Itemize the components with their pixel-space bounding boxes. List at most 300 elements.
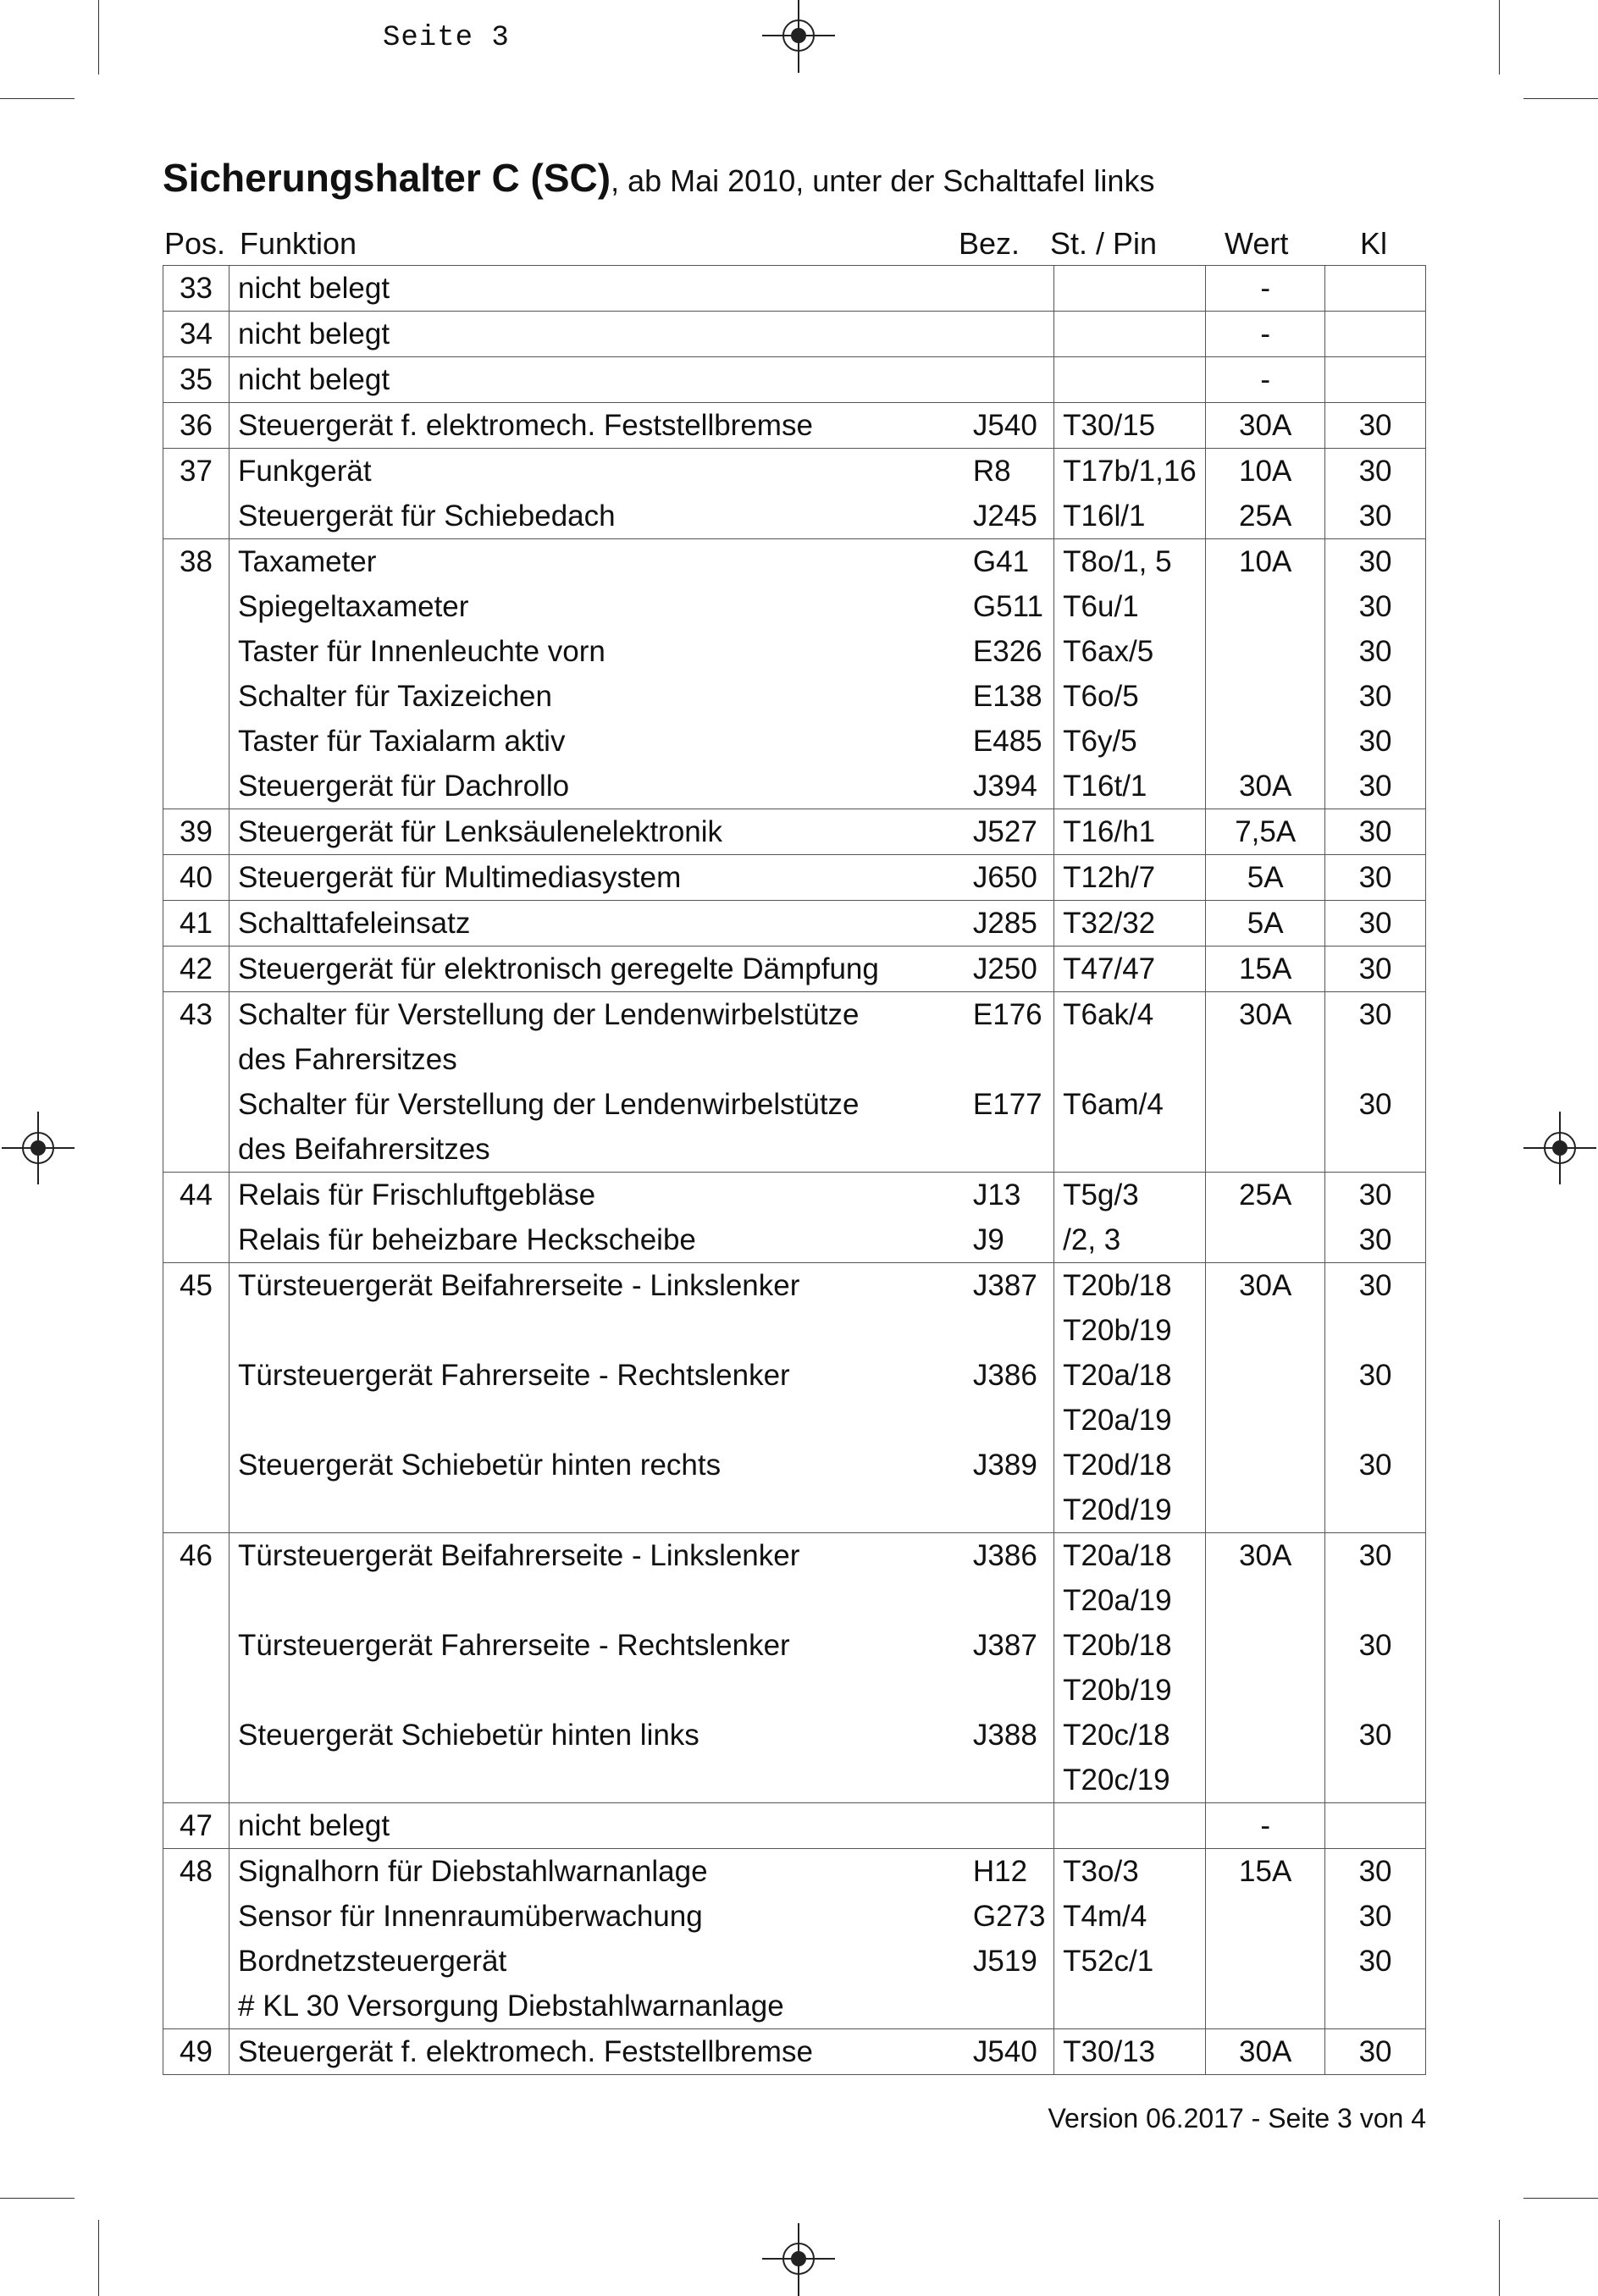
cell-pin: T30/13 [1054,2029,1206,2075]
table-row [163,629,1426,674]
cell-pos: 38 [163,539,229,585]
cell-kl [1325,357,1426,403]
cell-pin: T20c/19 [1054,1758,1206,1803]
cell-pos [163,1082,229,1127]
table-row [163,719,1426,764]
cell-funktion: Relais für Frischluftgebläse [238,1178,596,1211]
cell-funktion [229,1578,973,1623]
cell-bez: J245 [972,499,1037,533]
cell-funktion: nicht belegt [238,317,390,350]
cell-bez: J386 [972,1358,1037,1392]
table-row [163,1894,1426,1939]
cell-bez: J394 [972,769,1037,803]
cell-pin: T20a/19 [1054,1398,1206,1443]
cell-kl: 30 [1325,674,1426,719]
cell-wert [1206,1984,1325,2029]
cell-pin: T20b/18 [1054,1263,1206,1309]
cell-pos [163,1353,229,1398]
cell-pos: 46 [163,1533,229,1579]
cell-wert: - [1206,312,1325,357]
cell-pin: T20d/18 [1054,1443,1206,1487]
registration-mark-bottom [760,2220,837,2296]
cell-bez [973,1398,1054,1443]
cell-pin: T20b/18 [1054,1623,1206,1668]
table-row [163,1443,1426,1487]
table-row [163,1308,1426,1353]
cell-pos [163,1984,229,2029]
cell-bez: J386 [972,1538,1037,1572]
cell-pin: T12h/7 [1054,855,1206,901]
cell-kl: 30 [1325,1849,1426,1895]
crop-mark [1499,2220,1500,2296]
cell-pin: T20d/19 [1054,1487,1206,1533]
cell-pos [163,1037,229,1082]
cell-pos: 35 [163,357,229,403]
cell-bez: J527 [972,814,1037,848]
cell-pin [1054,266,1206,312]
col-header-bez: Bez. [959,226,1020,261]
cell-kl: 30 [1325,1443,1426,1487]
cell-funktion: des Fahrersitzes [238,1042,457,1076]
table-row [163,1758,1426,1803]
col-header-kl: Kl [1360,226,1388,261]
cell-wert [1206,1758,1325,1803]
cell-pin: T6ak/4 [1054,992,1206,1038]
fuse-group [163,1849,1426,2029]
cell-pos [163,1217,229,1263]
cell-wert [1206,1487,1325,1533]
page-header: Seite 3 [383,22,510,54]
cell-kl [1325,1758,1426,1803]
cell-funktion: Steuergerät für Schiebedach [238,499,616,533]
fuse-group [163,855,1426,901]
cell-wert [1206,1894,1325,1939]
cell-pos [163,764,229,809]
cell-pin: T32/32 [1054,901,1206,947]
table-row [163,312,1426,357]
fuse-group [163,449,1426,539]
cell-wert [1206,1939,1325,1984]
cell-bez [973,1308,1054,1353]
cell-pin: T5g/3 [1054,1173,1206,1218]
table-row [163,674,1426,719]
cell-kl: 30 [1325,584,1426,629]
fuse-group [163,1533,1426,1803]
table-row [163,1984,1426,2029]
cell-bez: J9 [972,1223,1004,1256]
cell-pos: 44 [163,1173,229,1218]
cell-pin: /2, 3 [1054,1217,1206,1263]
cell-wert [1206,1443,1325,1487]
cell-wert: 25A [1206,494,1325,539]
cell-kl: 30 [1325,629,1426,674]
cell-wert: 15A [1206,947,1325,992]
table-row [163,1623,1426,1668]
cell-pos [163,1308,229,1353]
cell-bez: J387 [972,1268,1037,1302]
cell-funktion: Schalter für Taxizeichen [238,679,552,713]
cell-kl: 30 [1325,1082,1426,1127]
cell-pin: T16/h1 [1054,809,1206,855]
cell-funktion: Steuergerät für Dachrollo [238,769,570,803]
table-row [163,1173,1426,1218]
cell-funktion: Türsteuergerät Fahrerseite - Rechtslenker [238,1628,790,1662]
cell-funktion: # KL 30 Versorgung Diebstahlwarnanlage [238,1989,784,2023]
cell-pos [163,1939,229,1984]
cell-kl [1325,1668,1426,1713]
page-footer: Version 06.2017 - Seite 3 von 4 [1048,2103,1426,2133]
table-row [163,992,1426,1038]
cell-wert: 10A [1206,539,1325,585]
cell-kl: 30 [1325,992,1426,1038]
cell-bez: J389 [972,1448,1037,1482]
fuse-group [163,947,1426,992]
cell-pos [163,1578,229,1623]
fuse-group [163,1803,1426,1849]
cell-pin: T6u/1 [1054,584,1206,629]
cell-pin: T6y/5 [1054,719,1206,764]
table-row [163,1849,1426,1895]
cell-pin: T6ax/5 [1054,629,1206,674]
crop-mark [98,0,99,75]
cell-bez [973,357,1054,403]
cell-wert [1206,1623,1325,1668]
cell-bez [973,1984,1054,2029]
table-row [163,1487,1426,1533]
cell-pos [163,1713,229,1758]
cell-funktion: des Beifahrersitzes [238,1132,490,1166]
cell-kl [1325,266,1426,312]
cell-pos [163,1623,229,1668]
table-row [163,1533,1426,1579]
cell-bez: E485 [972,724,1042,758]
cell-wert: 30A [1206,1263,1325,1309]
cell-bez: R8 [972,454,1011,488]
cell-bez [973,1668,1054,1713]
cell-wert [1206,1578,1325,1623]
cell-pos: 40 [163,855,229,901]
cell-wert: 5A [1206,855,1325,901]
cell-kl [1325,1127,1426,1173]
cell-funktion [229,1398,973,1443]
cell-pin [1054,1803,1206,1849]
cell-bez: J519 [972,1944,1037,1978]
cell-pin: T20b/19 [1054,1308,1206,1353]
cell-bez: J285 [972,906,1037,940]
col-header-pos: Pos. [164,226,226,261]
registration-mark-left [0,1110,76,1186]
cell-funktion: Signalhorn für Diebstahlwarnanlage [238,1854,708,1888]
cell-wert: 5A [1206,901,1325,947]
cell-bez: J387 [972,1628,1037,1662]
cell-kl: 30 [1325,494,1426,539]
cell-wert [1206,719,1325,764]
fuse-group [163,2029,1426,2075]
crop-mark [1499,0,1500,75]
cell-funktion: Schalter für Verstellung der Lendenwirbelstütze [238,1087,860,1121]
fuse-group [163,312,1426,357]
cell-pos: 43 [163,992,229,1038]
cell-pin: T6am/4 [1054,1082,1206,1127]
cell-bez [973,1037,1054,1082]
cell-funktion: Steuergerät für elektronisch geregelte Dämpfung [238,952,879,985]
cell-wert [1206,1127,1325,1173]
cell-pos [163,1894,229,1939]
cell-wert [1206,1353,1325,1398]
cell-pos: 41 [163,901,229,947]
cell-bez: E326 [972,634,1042,668]
cell-pin: T30/15 [1054,403,1206,449]
table-row [163,855,1426,901]
cell-bez: J650 [972,860,1037,894]
cell-pos: 34 [163,312,229,357]
table-row [163,1398,1426,1443]
crop-mark [0,98,75,99]
cell-bez: J540 [972,2034,1037,2068]
table-row [163,1353,1426,1398]
registration-mark-right [1522,1110,1598,1186]
cell-funktion: Türsteuergerät Beifahrerseite - Linkslenker [238,1268,800,1302]
cell-kl: 30 [1325,1217,1426,1263]
cell-bez: J540 [972,408,1037,442]
table-row [163,1217,1426,1263]
cell-pin: T52c/1 [1054,1939,1206,1984]
cell-bez [973,1578,1054,1623]
cell-kl: 30 [1325,764,1426,809]
table-row [163,764,1426,809]
cell-pos [163,674,229,719]
cell-bez [973,1127,1054,1173]
cell-wert: 25A [1206,1173,1325,1218]
crop-mark [1523,2198,1598,2199]
cell-wert [1206,629,1325,674]
cell-wert: 30A [1206,403,1325,449]
table-row [163,1578,1426,1623]
table-row [163,2029,1426,2075]
cell-pos: 48 [163,1849,229,1895]
cell-pin [1054,357,1206,403]
cell-wert: 30A [1206,1533,1325,1579]
cell-funktion: Spiegeltaxameter [238,589,469,623]
cell-pos: 36 [163,403,229,449]
cell-funktion: Funkgerät [238,454,372,488]
cell-kl: 30 [1325,1894,1426,1939]
cell-pos: 49 [163,2029,229,2075]
cell-wert [1206,1217,1325,1263]
cell-bez: G41 [972,544,1030,578]
cell-funktion: nicht belegt [238,362,390,396]
cell-funktion: nicht belegt [238,1808,390,1842]
crop-mark [98,2220,99,2296]
crop-mark [1523,98,1598,99]
cell-pos: 39 [163,809,229,855]
fuse-group [163,1173,1426,1263]
cell-kl: 30 [1325,449,1426,494]
fuse-group [163,266,1426,312]
col-header-wert: Wert [1225,226,1289,261]
cell-wert [1206,1713,1325,1758]
cell-pos: 47 [163,1803,229,1849]
fuse-group [163,357,1426,403]
cell-bez: J250 [972,952,1037,985]
cell-kl: 30 [1325,1713,1426,1758]
table-row [163,1263,1426,1309]
cell-pos [163,1758,229,1803]
cell-pin: T20a/18 [1054,1533,1206,1579]
cell-kl: 30 [1325,1623,1426,1668]
cell-funktion: Taster für Innenleuchte vorn [238,634,605,668]
cell-pin [1054,1984,1206,2029]
col-header-pin: St. / Pin [1050,226,1158,261]
cell-pos [163,719,229,764]
cell-pin [1054,1127,1206,1173]
cell-funktion: Bordnetzsteuergerät [238,1944,507,1978]
cell-kl [1325,1308,1426,1353]
cell-pin: T16l/1 [1054,494,1206,539]
cell-bez: G511 [972,589,1043,623]
cell-wert [1206,1398,1325,1443]
cell-pos: 37 [163,449,229,494]
cell-funktion: Steuergerät für Lenksäulenelektronik [238,814,723,848]
cell-pos [163,1443,229,1487]
cell-wert: - [1206,1803,1325,1849]
cell-pin: T20c/18 [1054,1713,1206,1758]
cell-kl: 30 [1325,403,1426,449]
cell-kl: 30 [1325,1173,1426,1218]
cell-funktion: Steuergerät f. elektromech. Feststellbremse [238,2034,813,2068]
cell-bez: J13 [972,1178,1021,1211]
cell-funktion: Steuergerät für Multimediasystem [238,860,682,894]
cell-funktion [229,1758,973,1803]
cell-bez [973,1803,1054,1849]
cell-pin: T6o/5 [1054,674,1206,719]
cell-bez: J388 [972,1718,1037,1752]
cell-wert: 30A [1206,2029,1325,2075]
cell-wert [1206,584,1325,629]
cell-kl: 30 [1325,809,1426,855]
table-row [163,1713,1426,1758]
cell-wert: 30A [1206,764,1325,809]
cell-kl: 30 [1325,719,1426,764]
fuse-group [163,809,1426,855]
crop-mark [0,2198,75,2199]
fuse-group [163,1263,1426,1533]
cell-pin: T17b/1,16 [1054,449,1206,494]
cell-kl: 30 [1325,855,1426,901]
cell-funktion [229,1668,973,1713]
fuse-table [163,265,1426,2075]
cell-kl: 30 [1325,1533,1426,1579]
cell-pos [163,584,229,629]
cell-wert [1206,674,1325,719]
col-header-funktion: Funktion [240,226,357,261]
cell-pin: T16t/1 [1054,764,1206,809]
cell-funktion: Taster für Taxialarm aktiv [238,724,566,758]
cell-pos [163,1127,229,1173]
table-row [163,539,1426,585]
cell-bez: G273 [972,1899,1046,1933]
cell-kl [1325,1487,1426,1533]
cell-wert: 15A [1206,1849,1325,1895]
cell-bez [973,312,1054,357]
cell-wert: 10A [1206,449,1325,494]
cell-bez: E138 [972,679,1042,713]
cell-pin: T20a/19 [1054,1578,1206,1623]
title-bold: Sicherungshalter C (SC) [163,156,611,200]
cell-pos [163,1668,229,1713]
fuse-group [163,403,1426,449]
cell-pin: T3o/3 [1054,1849,1206,1895]
cell-pin: T4m/4 [1054,1894,1206,1939]
cell-bez [973,1758,1054,1803]
cell-wert [1206,1082,1325,1127]
registration-mark-top [760,0,837,76]
table-row [163,1127,1426,1173]
table-row [163,809,1426,855]
cell-funktion: Schalttafeleinsatz [238,906,471,940]
table-row [163,449,1426,494]
table-row [163,1939,1426,1984]
cell-kl: 30 [1325,1353,1426,1398]
cell-pos [163,494,229,539]
table-row [163,357,1426,403]
cell-kl: 30 [1325,2029,1426,2075]
cell-bez: E176 [972,997,1042,1031]
cell-bez [973,266,1054,312]
cell-kl: 30 [1325,1263,1426,1309]
cell-wert [1206,1308,1325,1353]
cell-wert: 7,5A [1206,809,1325,855]
cell-funktion: Steuergerät Schiebetür hinten rechts [238,1448,722,1482]
fuse-group [163,992,1426,1173]
fuse-group [163,539,1426,809]
cell-kl [1325,1984,1426,2029]
cell-pin: T20a/18 [1054,1353,1206,1398]
cell-kl [1325,312,1426,357]
table-row [163,266,1426,312]
cell-pin: T47/47 [1054,947,1206,992]
cell-kl [1325,1037,1426,1082]
cell-kl: 30 [1325,1939,1426,1984]
cell-pos: 33 [163,266,229,312]
fuse-group [163,901,1426,947]
title-rest: , ab Mai 2010, unter der Schalttafel links [611,163,1155,198]
cell-bez: H12 [972,1854,1028,1888]
cell-bez [973,1487,1054,1533]
cell-funktion: Türsteuergerät Beifahrerseite - Linkslenker [238,1538,800,1572]
cell-pin [1054,312,1206,357]
page-title [163,155,1154,201]
cell-funktion: Steuergerät Schiebetür hinten links [238,1718,699,1752]
cell-funktion: Steuergerät f. elektromech. Feststellbremse [238,408,813,442]
cell-funktion: Taxameter [238,544,377,578]
cell-wert [1206,1668,1325,1713]
cell-kl: 30 [1325,539,1426,585]
table-row [163,1037,1426,1082]
cell-pin: T20b/19 [1054,1668,1206,1713]
cell-kl [1325,1578,1426,1623]
cell-kl: 30 [1325,901,1426,947]
cell-kl [1325,1803,1426,1849]
table-row [163,403,1426,449]
table-row [163,584,1426,629]
cell-kl [1325,1398,1426,1443]
table-row [163,947,1426,992]
cell-wert: - [1206,266,1325,312]
cell-funktion: Sensor für Innenraumüberwachung [238,1899,703,1933]
cell-pin [1054,1037,1206,1082]
cell-wert: 30A [1206,992,1325,1038]
